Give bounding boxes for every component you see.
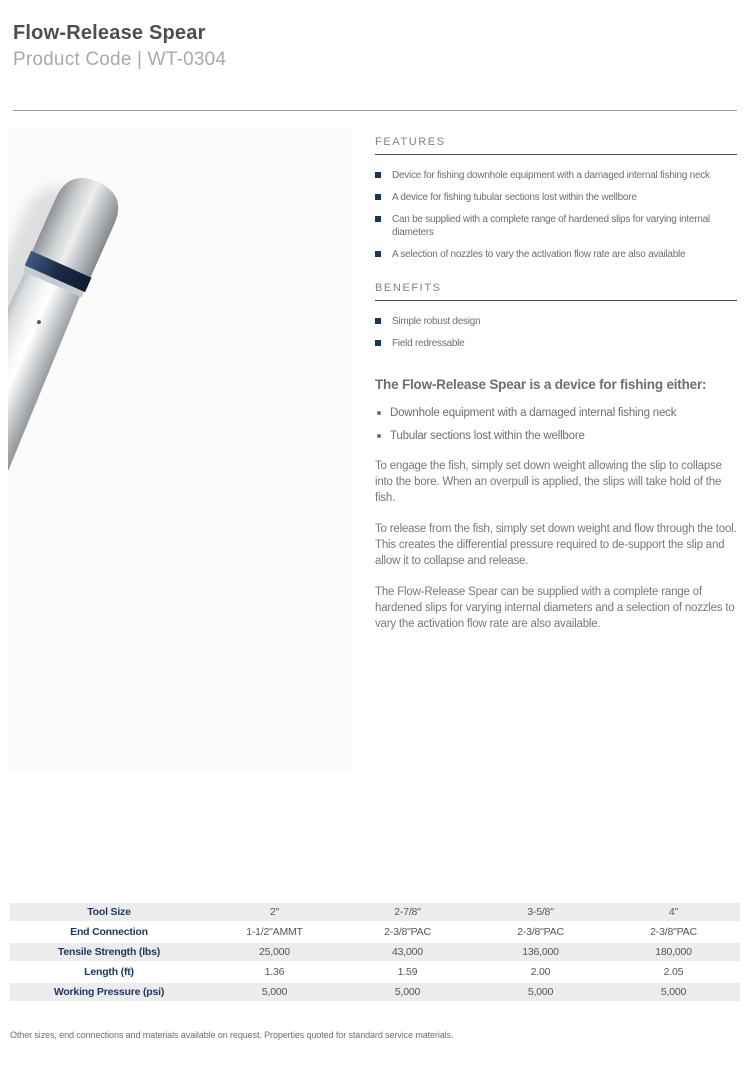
cell: 25,000: [208, 943, 341, 963]
features-section: [375, 136, 737, 261]
list-item: [375, 429, 737, 443]
features-heading: FEATURES: [375, 136, 446, 148]
product-code: Product Code | WT-0304: [13, 49, 227, 70]
cell: 2-3/8"PAC: [474, 923, 607, 943]
cell: 2.05: [607, 963, 740, 983]
list-item: [375, 213, 737, 239]
row-label: Tensile Strength (lbs): [10, 943, 208, 963]
square-bullet-icon: [375, 340, 381, 346]
list-item: [375, 337, 737, 350]
table-row: [10, 943, 740, 963]
feature-text: A selection of nozzles to vary the activation flow rate are also available: [392, 249, 686, 260]
page-title: Flow-Release Spear: [13, 22, 206, 44]
table-row: [10, 963, 740, 983]
footnote: Other sizes, end connections and materials available on request. Properties quoted for standard service materials.: [10, 1030, 454, 1040]
cell: 1.59: [341, 963, 474, 983]
table-row: [10, 903, 740, 923]
paragraph-engage: To engage the fish, simply set down weight allowing the slip to collapse into the bore. When an overpull is applied, the slips will take hold of the fish.: [375, 460, 722, 504]
cell: 2-3/8"PAC: [607, 923, 740, 943]
cell: 2.00: [474, 963, 607, 983]
paragraph-supply: The Flow-Release Spear can be supplied with a complete range of hardened slips for varying internal diameters and a selection of nozzles to vary the activation flow rate are also available.: [375, 586, 735, 630]
description-bullets: [375, 406, 737, 443]
dot-bullet-icon: [377, 411, 381, 415]
list-item: [375, 406, 737, 420]
square-bullet-icon: [375, 172, 381, 178]
square-bullet-icon: [375, 318, 381, 324]
feature-text: A device for fishing tubular sections lost within the wellbore: [392, 192, 637, 203]
row-label: Working Pressure (psi): [10, 983, 208, 1003]
cell: 43,000: [341, 943, 474, 963]
list-item: [375, 315, 737, 328]
features-list: [375, 169, 737, 261]
list-item: [375, 248, 737, 261]
list-item: [375, 191, 737, 204]
spear-tool-illustration: [8, 122, 370, 790]
benefit-text: Field redressable: [392, 338, 465, 349]
cell: 4": [607, 903, 740, 923]
cell: 136,000: [474, 943, 607, 963]
cell: 5,000: [474, 983, 607, 1003]
row-label: Length (ft): [10, 963, 208, 983]
bullet-text: Downhole equipment with a damaged internal fishing neck: [390, 407, 677, 419]
benefit-text: Simple robust design: [392, 316, 481, 327]
table-row: [10, 923, 740, 943]
product-photo: [8, 122, 370, 790]
features-underline: [375, 154, 737, 155]
description-heading: The Flow-Release Spear is a device for fishing either:: [375, 377, 707, 392]
cell: 180,000: [607, 943, 740, 963]
content-column: [375, 136, 737, 632]
feature-text: Device for fishing downhole equipment with a damaged internal fishing neck: [392, 170, 710, 181]
benefits-section: [375, 282, 737, 350]
table-row: [10, 983, 740, 1003]
cell: 2-3/8"PAC: [341, 923, 474, 943]
list-item: [375, 169, 737, 182]
square-bullet-icon: [375, 251, 381, 257]
bullet-text: Tubular sections lost within the wellbore: [390, 430, 585, 442]
row-label: End Connection: [10, 923, 208, 943]
cell: 2-7/8": [341, 903, 474, 923]
page-header: [13, 22, 226, 71]
dot-bullet-icon: [377, 434, 381, 438]
benefits-underline: [375, 300, 737, 301]
benefits-list: [375, 315, 737, 350]
cell: 5,000: [607, 983, 740, 1003]
square-bullet-icon: [375, 194, 381, 200]
square-bullet-icon: [375, 216, 381, 222]
header-divider: [13, 110, 737, 111]
feature-text: Can be supplied with a complete range of hardened slips for varying internal diameters: [392, 214, 710, 238]
cell: 1-1/2"AMMT: [208, 923, 341, 943]
cell: 5,000: [341, 983, 474, 1003]
cell: 5,000: [208, 983, 341, 1003]
cell: 1.36: [208, 963, 341, 983]
benefits-heading: BENEFITS: [375, 282, 442, 294]
spec-table: [10, 903, 740, 1003]
paragraph-release: To release from the fish, simply set down weight and flow through the tool. This creates the differential pressure required to de-support the slip and allow it to collapse and release.: [375, 523, 737, 567]
row-label: Tool Size: [10, 903, 208, 923]
cell: 2": [208, 903, 341, 923]
cell: 3-5/8": [474, 903, 607, 923]
